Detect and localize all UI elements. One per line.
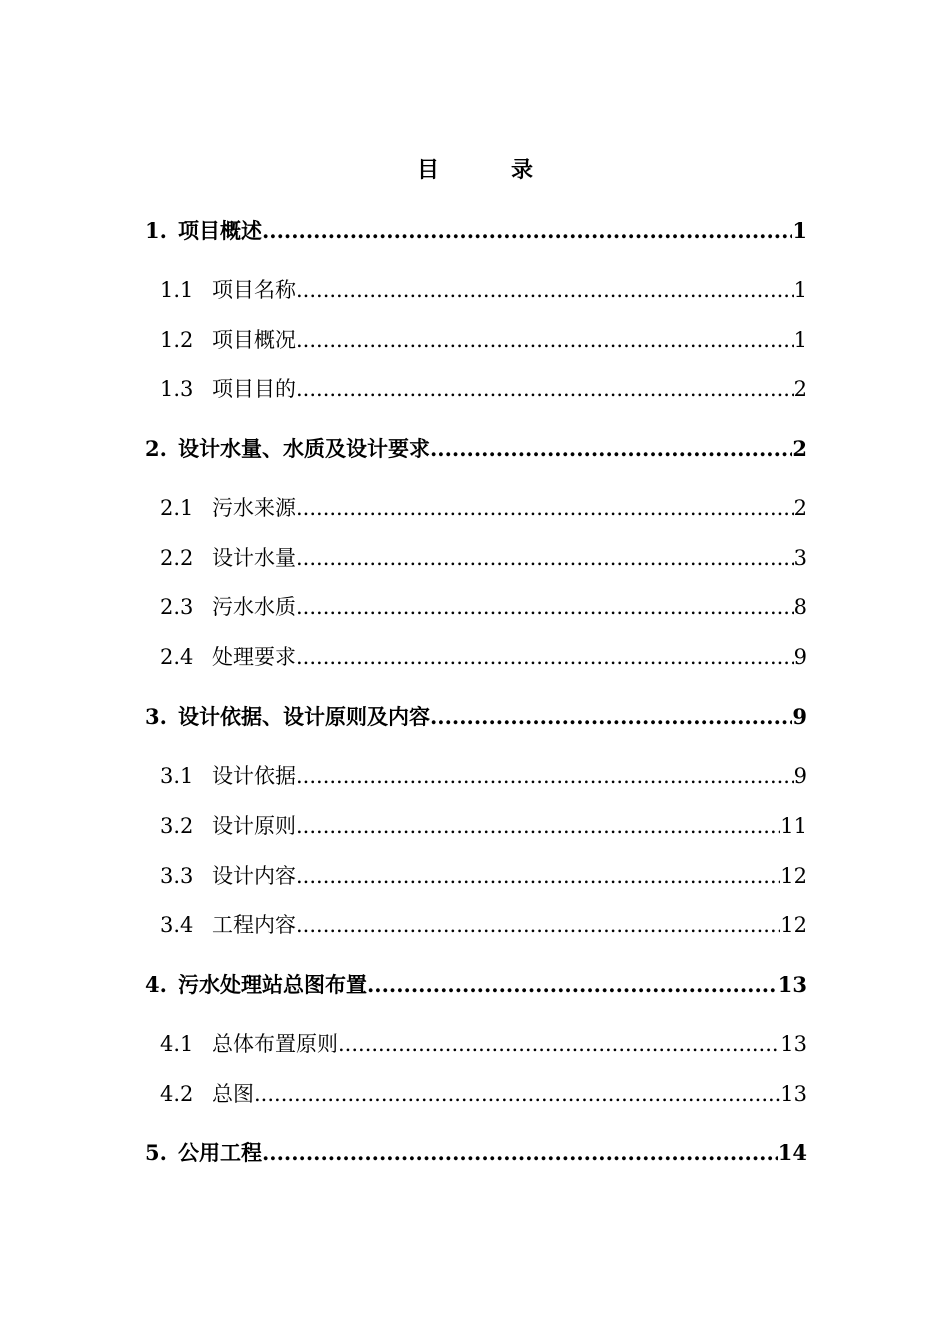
toc-entry-2-1[interactable] [160,491,807,525]
toc-entry-title: 污水水质 [212,595,296,619]
toc-title-left: 目 [416,157,439,183]
toc-entry-page: 9 [793,645,807,669]
toc-title-right: 录 [511,157,534,183]
toc-leader-dots [296,908,780,942]
toc-leader-dots [296,759,794,793]
toc-entry-title: 项目概述 [178,218,262,243]
toc-entry-number: 2.4 [160,645,194,669]
toc-entry-page: 13 [777,972,807,997]
toc-entry-3-1[interactable] [160,759,807,793]
toc-entry-number: 2. [145,436,167,461]
toc-leader-dots [254,1077,780,1111]
toc-entry-number: 1.3 [160,377,194,401]
toc-entry-1-1[interactable] [160,273,807,307]
toc-leader-dots [296,372,794,406]
toc-entry-number: 2.3 [160,595,194,619]
toc-leader-dots [296,809,780,843]
toc-leader-dots [296,859,780,893]
toc-entry-5[interactable] [145,1136,807,1170]
toc-leader-dots [296,273,794,307]
toc-leader-dots [296,323,794,357]
toc-leader-dots [262,214,792,248]
toc-entry-page: 14 [777,1140,807,1165]
toc-leader-dots [338,1027,780,1061]
toc-entry-number: 2.2 [160,546,194,570]
toc-entry-number: 4.1 [160,1032,194,1056]
toc-entry-3-4[interactable] [160,908,807,942]
toc-entry-number: 1.2 [160,328,194,352]
toc-entry-4-1[interactable] [160,1027,807,1061]
toc-entry-title: 污水处理站总图布置 [178,972,367,997]
toc-entry-1-2[interactable] [160,323,807,357]
toc-entry-number: 3.4 [160,913,194,937]
toc-title [0,150,950,190]
toc-entry-1-3[interactable] [160,372,807,406]
toc-entry-title: 项目目的 [212,377,296,401]
toc-entry-title: 设计内容 [212,864,296,888]
toc-entry-2-4[interactable] [160,640,807,674]
toc-entry-title: 项目概况 [212,328,296,352]
toc-entry-number: 2.1 [160,496,194,520]
toc-entry-number: 5. [145,1140,167,1165]
toc-entry-title: 设计依据、设计原则及内容 [178,704,430,729]
toc-entry-page: 1 [793,328,807,352]
toc-entry-3[interactable] [145,700,807,734]
toc-leader-dots [430,700,792,734]
toc-entry-page: 8 [793,595,807,619]
toc-entry-title: 处理要求 [212,645,296,669]
toc-entry-page: 13 [780,1082,807,1106]
toc-entry-3-3[interactable] [160,859,807,893]
toc-entry-title: 设计水量、水质及设计要求 [178,436,430,461]
toc-entry-4-2[interactable] [160,1077,807,1111]
toc-entry-title: 总图 [212,1082,254,1106]
toc-entry-title: 污水来源 [212,496,296,520]
toc-entry-title: 项目名称 [212,278,296,302]
toc-entry-page: 2 [793,377,807,401]
toc-leader-dots [262,1136,778,1170]
toc-leader-dots [296,541,794,575]
toc-entry-3-2[interactable] [160,809,807,843]
toc-entry-2[interactable] [145,432,807,466]
toc-entry-page: 1 [792,218,807,243]
toc-entry-4[interactable] [145,968,807,1002]
toc-entry-number: 3. [145,704,167,729]
toc-leader-dots [296,640,794,674]
toc-entry-number: 3.2 [160,814,194,838]
toc-entry-page: 2 [793,496,807,520]
toc-entry-page: 11 [780,814,807,838]
toc-entry-title: 总体布置原则 [212,1032,338,1056]
toc-entry-2-2[interactable] [160,541,807,575]
toc-entry-1[interactable] [145,214,807,248]
toc-entry-number: 3.3 [160,864,194,888]
toc-entry-number: 1.1 [160,278,194,302]
toc-entry-page: 12 [780,864,807,888]
toc-entry-number: 4.2 [160,1082,194,1106]
toc-entry-number: 4. [145,972,167,997]
toc-entry-number: 3.1 [160,764,194,788]
toc-entry-title: 设计依据 [212,764,296,788]
toc-entry-page: 9 [792,704,807,729]
toc-entry-title: 公用工程 [178,1140,262,1165]
toc-entry-page: 1 [793,278,807,302]
toc-leader-dots [430,432,792,466]
toc-entry-page: 3 [793,546,807,570]
toc-entry-title: 工程内容 [212,913,296,937]
toc-entry-page: 12 [780,913,807,937]
toc-leader-dots [296,491,794,525]
toc-entry-2-3[interactable] [160,590,807,624]
toc-entry-page: 9 [793,764,807,788]
toc-entry-title: 设计水量 [212,546,296,570]
toc-entry-title: 设计原则 [212,814,296,838]
toc-entry-number: 1. [145,218,167,243]
toc-entry-page: 13 [780,1032,807,1056]
toc-leader-dots [296,590,794,624]
toc-entry-page: 2 [792,436,807,461]
toc-leader-dots [367,968,778,1002]
